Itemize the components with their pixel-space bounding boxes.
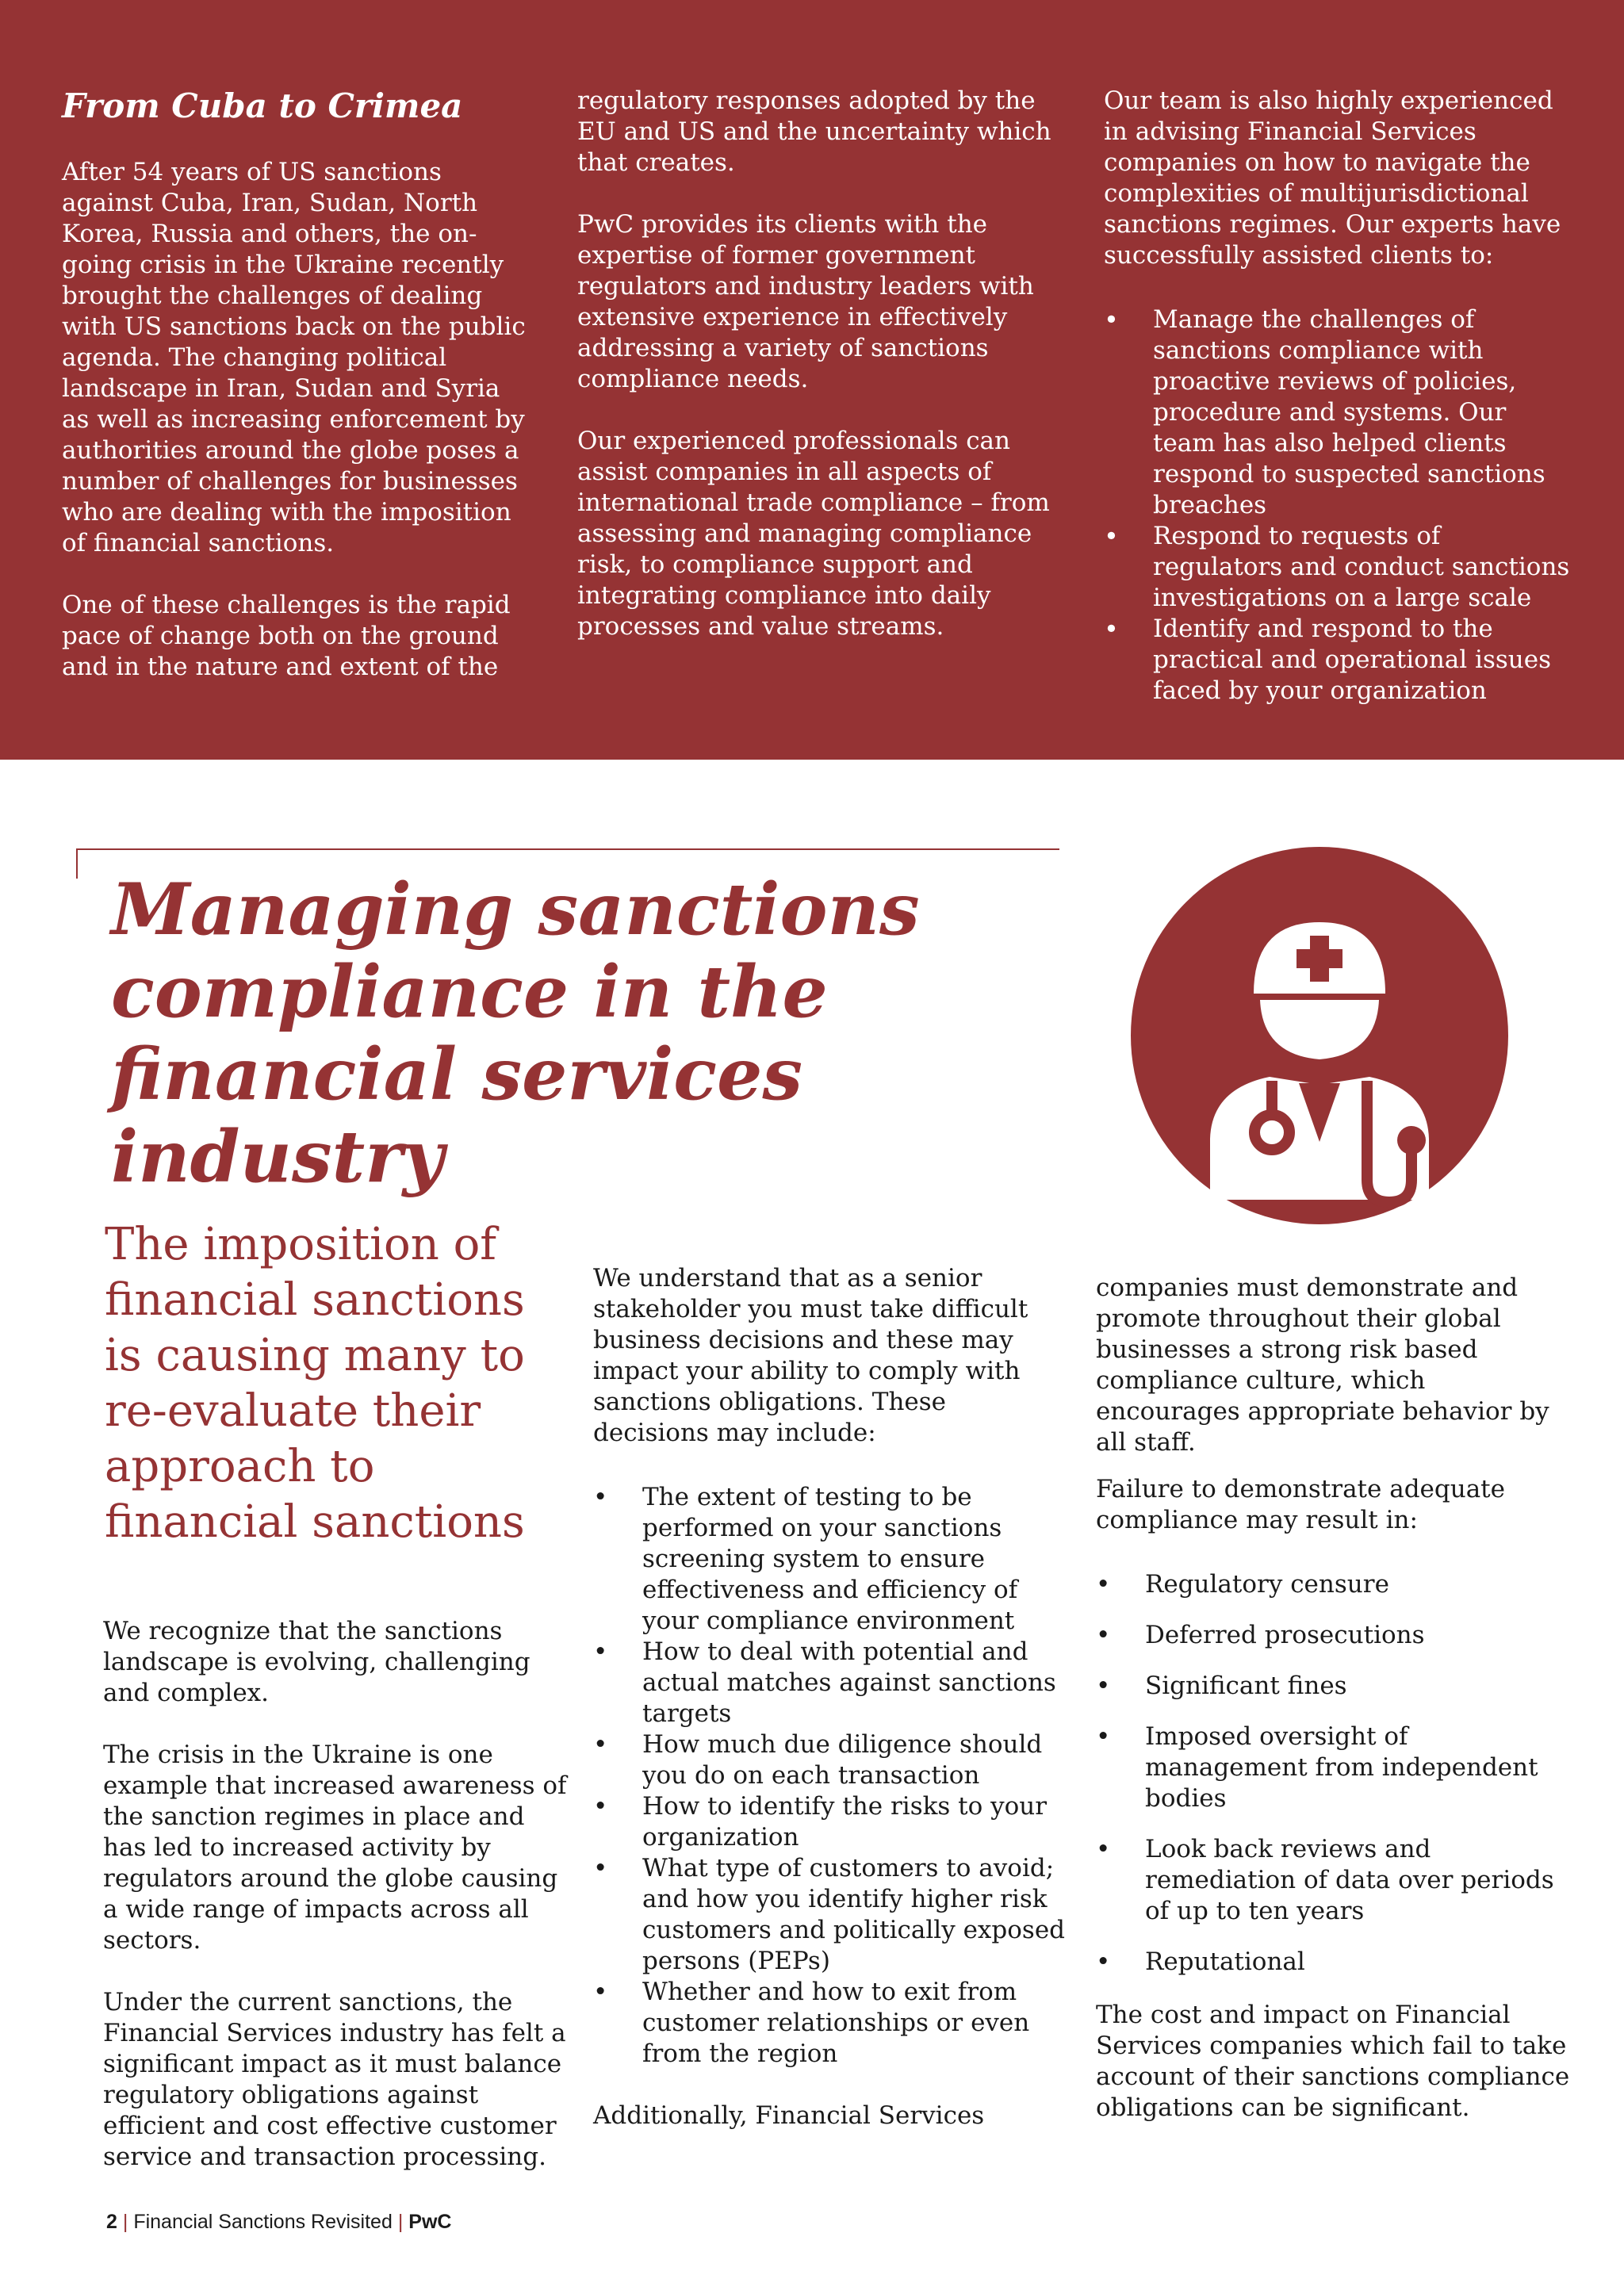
divider <box>76 848 1059 850</box>
doctor-icon <box>1131 847 1508 1224</box>
paragraph: Our team is also highly experienced in advising Financial Services companies on how to navigate the complexities of multijurisdictional sanctions regimes. Our experts have successfully assisted clients to: <box>1104 86 1561 270</box>
page-title: Managing sanctions compliance in the financial services industry <box>111 867 920 1199</box>
bullet-list <box>1096 1569 1572 1978</box>
body-column-1 <box>103 1616 571 2204</box>
list-item: • Imposed oversight of management from independent bodies <box>1096 1721 1572 1814</box>
paragraph: We recognize that the sanctions landscape is evolving, challenging and complex. <box>103 1617 530 1707</box>
paragraph: The cost and impact on Financial Services companies which fail to take account of their sanctions compliance obligations can be significant. <box>1096 2001 1570 2122</box>
paragraph: We understand that as a senior stakeholder you must take difficult business decisions and these may impact your ability to comply with sanctions obligations. These decisions may include: <box>593 1264 1028 1447</box>
paragraph: One of these challenges is the rapid pace of change both on the ground and in the nature and extent of the <box>62 591 511 681</box>
list-item: • How to identify the risks to your organization <box>593 1791 1067 1853</box>
list-item: • Deferred prosecutions <box>1096 1620 1572 1651</box>
section-heading: From Cuba to Crimea <box>62 86 463 125</box>
document-title: Financial Sanctions Revisited <box>133 2211 393 2233</box>
paragraph: Our experienced professionals can assist companies in all aspects of international trade compliance – from assessing and managing compliance risk, to compliance support and integrating compliance into daily processes and value streams. <box>577 427 1050 641</box>
paragraph: Failure to demonstrate adequate compliance may result in: <box>1096 1475 1505 1534</box>
paragraph: companies must demonstrate and promote throughout their global businesses a strong risk based compliance culture, which encourages appropriate behavior by all staff. <box>1096 1273 1549 1457</box>
footer-separator: | <box>122 2211 128 2233</box>
list-item: • Look back reviews and remediation of data over periods of up to ten years <box>1096 1834 1572 1927</box>
list-item: • Whether and how to exit from customer relationships or even from the region <box>593 1977 1067 2070</box>
intro-column-2 <box>577 86 1053 673</box>
list-item: • How much due diligence should you do on each transaction <box>593 1729 1067 1791</box>
intro-column-1 <box>62 86 530 714</box>
bullet-list <box>1104 304 1572 707</box>
paragraph: Additionally, Financial Services <box>593 2101 985 2130</box>
list-item: • Respond to requests of regulators and conduct sanctions investigations on a large scale <box>1104 521 1572 614</box>
list-item: • Identify and respond to the practical and operational issues faced by your organization <box>1104 614 1572 707</box>
footer-separator: | <box>397 2211 404 2233</box>
paragraph: regulatory responses adopted by the EU and US and the uncertainty which that creates. <box>577 86 1051 177</box>
list-item: • What type of customers to avoid; and how you identify higher risk customers and politically exposed persons (PEPs) <box>593 1853 1067 1977</box>
list-item: • Significant fines <box>1096 1671 1572 1702</box>
subheading: The imposition of financial sanctions is causing many to re-evaluate their approach to financial sanctions <box>105 1219 525 1548</box>
page-number: 2 <box>106 2211 117 2233</box>
paragraph: Under the current sanctions, the Financial Services industry has felt a significant impact as it must balance regulatory obligations against efficient and cost effective customer service and transaction processing. <box>103 1988 566 2171</box>
intro-column-3 <box>1104 86 1572 707</box>
paragraph: The crisis in the Ukraine is one example that increased awareness of the sanction regimes in place and has led to increased activity by regulators around the globe causing a wide range of impacts across all sectors. <box>103 1741 567 1955</box>
bullet-list <box>593 1482 1067 2070</box>
divider <box>76 848 78 879</box>
list-item: • Regulatory censure <box>1096 1569 1572 1600</box>
list-item: • How to deal with potential and actual matches against sanctions targets <box>593 1637 1067 1729</box>
list-item: • Reputational <box>1096 1947 1572 1978</box>
list-item: • Manage the challenges of sanctions compliance with proactive reviews of policies, procedure and systems. Our team has also helped clients respond to suspected sanctions breaches <box>1104 304 1572 521</box>
page-footer <box>106 2211 451 2234</box>
paragraph: After 54 years of US sanctions against Cuba, Iran, Sudan, North Korea, Russia and others, the on-going crisis in the Ukraine recently brought the challenges of dealing with US sanctions back on the public agenda. The changing political landscape in Iran, Sudan and Syria as well as increasing enforcement by authorities around the globe poses a number of challenges for businesses who are dealing with the imposition of financial sanctions. <box>62 158 526 557</box>
list-item: • The extent of testing to be performed on your sanctions screening system to ensure effectiveness and efficiency of your compliance environment <box>593 1482 1067 1637</box>
body-column-2 <box>593 1263 1067 2162</box>
body-column-3 <box>1096 1273 1572 2154</box>
brand-name: PwC <box>408 2211 452 2233</box>
paragraph: PwC provides its clients with the expertise of former government regulators and industry leaders with extensive experience in effectively addressing a variety of sanctions compliance needs. <box>577 210 1034 393</box>
